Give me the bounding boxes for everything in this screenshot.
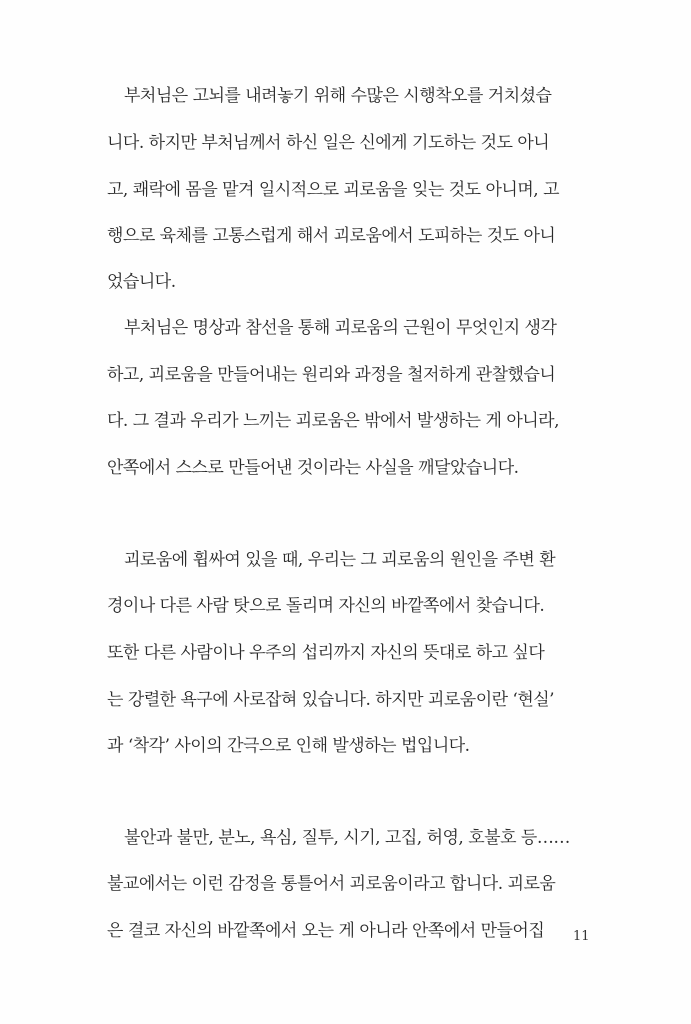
text-line: 하고, 괴로움을 만들어내는 원리와 과정을 철저하게 관찰했습니 — [107, 365, 556, 385]
text-line: 불안과 불만, 분노, 욕심, 질투, 시기, 고집, 허영, 호불호 등…… — [124, 828, 570, 848]
text-line: 는 강렬한 욕구에 사로잡혀 있습니다. 하지만 괴로움이란 ‘현실’ — [107, 690, 555, 710]
text-line: 안쪽에서 스스로 만들어낸 것이라는 사실을 깨달았습니다. — [107, 458, 519, 478]
text-line: 고, 쾌락에 몸을 맡겨 일시적으로 괴로움을 잊는 것도 아니며, 고 — [107, 180, 559, 200]
text-line: 괴로움에 휩싸여 있을 때, 우리는 그 괴로움의 원인을 주변 환 — [124, 550, 556, 570]
text-line: 니다. 하지만 부처님께서 하신 일은 신에게 기도하는 것도 아니 — [107, 133, 550, 153]
text-line: 또한 다른 사람이나 우주의 섭리까지 자신의 뜻대로 하고 싶다 — [107, 643, 545, 663]
text-line: 었습니다. — [107, 272, 176, 292]
text-line: 은 결코 자신의 바깥쪽에서 오는 게 아니라 안쪽에서 만들어집 — [107, 921, 545, 941]
text-line: 부처님은 명상과 참선을 통해 괴로움의 근원이 무엇인지 생각 — [124, 318, 557, 338]
text-line: 부처님은 고뇌를 내려놓기 위해 수많은 시행착오를 거치셨습 — [124, 86, 552, 106]
text-line: 과 ‘착각’ 사이의 간극으로 인해 발생하는 법입니다. — [107, 736, 470, 756]
text-line: 다. 그 결과 우리가 느끼는 괴로움은 밖에서 발생하는 게 아니라, — [107, 411, 559, 431]
text-line: 불교에서는 이런 감정을 통틀어서 괴로움이라고 합니다. 괴로움 — [107, 874, 556, 894]
page-number: 11 — [573, 929, 590, 944]
text-line: 행으로 육체를 고통스럽게 해서 괴로움에서 도피하는 것도 아니 — [107, 226, 556, 246]
text-line: 경이나 다른 사람 탓으로 돌리며 자신의 바깥쪽에서 찾습니다. — [107, 596, 545, 616]
